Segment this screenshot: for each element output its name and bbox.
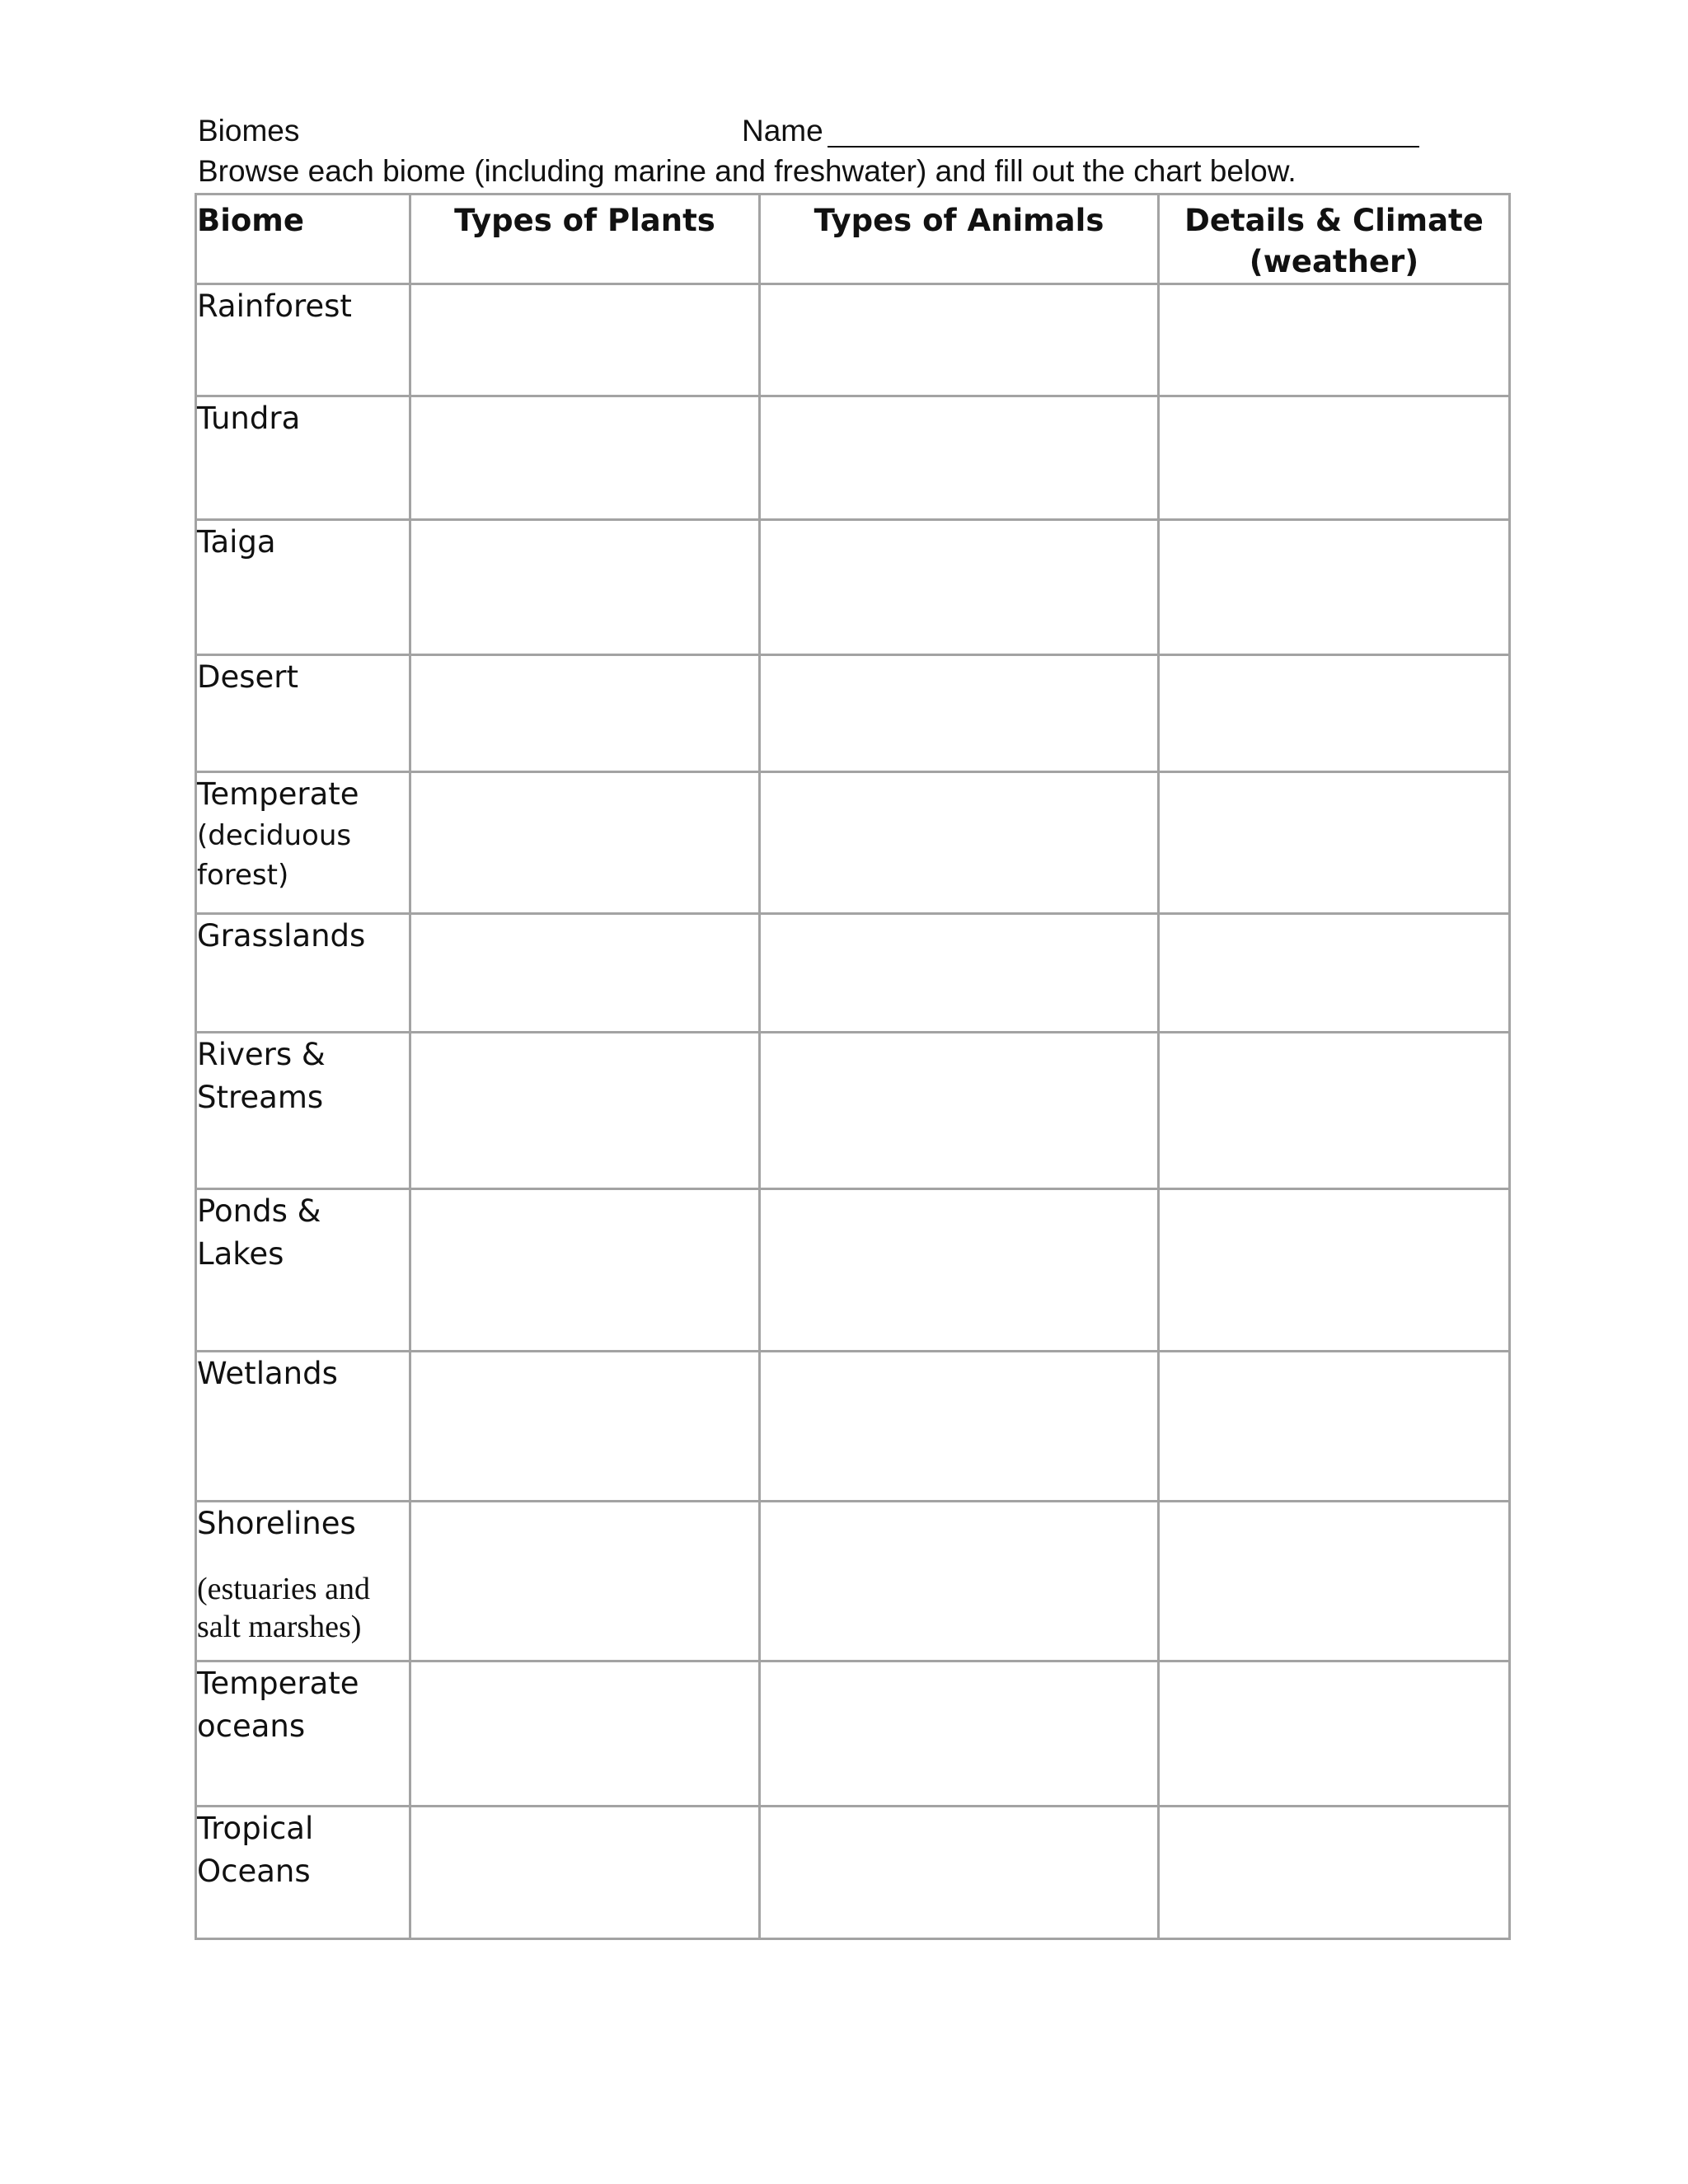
cell-plants[interactable] <box>410 396 760 520</box>
cell-climate[interactable] <box>1159 914 1510 1033</box>
cell-climate[interactable] <box>1159 1033 1510 1189</box>
cell-climate[interactable] <box>1159 1807 1510 1939</box>
table-row <box>196 1502 1510 1661</box>
name-label: Name <box>742 114 823 148</box>
biome-note: (estuaries and salt marshes) <box>197 1572 370 1644</box>
cell-animals[interactable] <box>760 1352 1159 1502</box>
row-label-grasslands <box>196 914 410 1033</box>
cell-climate[interactable] <box>1159 284 1510 396</box>
row-label-temperate <box>196 772 410 914</box>
biome-name: Wetlands <box>197 1356 338 1391</box>
row-label-tropical-oceans <box>196 1807 410 1939</box>
table-row <box>196 1807 1510 1939</box>
row-label-tundra <box>196 396 410 520</box>
cell-plants[interactable] <box>410 520 760 655</box>
cell-animals[interactable] <box>760 655 1159 772</box>
biome-name: Rainforest <box>197 288 352 324</box>
table-row <box>196 1661 1510 1807</box>
cell-animals[interactable] <box>760 1033 1159 1189</box>
table-row <box>196 772 1510 914</box>
biome-name: Grasslands <box>197 918 366 954</box>
cell-animals[interactable] <box>760 396 1159 520</box>
cell-animals[interactable] <box>760 520 1159 655</box>
col-header-plants: Types of Plants <box>410 194 760 284</box>
row-label-wetlands <box>196 1352 410 1502</box>
header-row <box>196 194 1510 284</box>
row-label-rainforest <box>196 284 410 396</box>
table-row <box>196 520 1510 655</box>
row-label-taiga <box>196 520 410 655</box>
biome-name: Taiga <box>197 524 276 560</box>
cell-plants[interactable] <box>410 1352 760 1502</box>
table-row <box>196 1352 1510 1502</box>
col-header-climate: Details & Climate (weather) <box>1159 194 1510 284</box>
cell-climate[interactable] <box>1159 1352 1510 1502</box>
cell-animals[interactable] <box>760 284 1159 396</box>
biome-chart <box>195 193 1511 1940</box>
col-header-biome: Biome <box>196 194 410 284</box>
cell-animals[interactable] <box>760 1807 1159 1939</box>
col-header-animals: Types of Animals <box>760 194 1159 284</box>
row-label-desert <box>196 655 410 772</box>
cell-animals[interactable] <box>760 1189 1159 1352</box>
cell-climate[interactable] <box>1159 1661 1510 1807</box>
cell-plants[interactable] <box>410 1661 760 1807</box>
cell-plants[interactable] <box>410 655 760 772</box>
cell-climate[interactable] <box>1159 520 1510 655</box>
cell-plants[interactable] <box>410 1502 760 1661</box>
cell-climate[interactable] <box>1159 1189 1510 1352</box>
biome-note: (deciduous forest) <box>197 819 352 892</box>
cell-animals[interactable] <box>760 1502 1159 1661</box>
cell-plants[interactable] <box>410 1807 760 1939</box>
worksheet-title: Biomes <box>198 114 300 148</box>
biome-name: Tropical Oceans <box>197 1811 314 1889</box>
biome-name: Tundra <box>197 401 301 436</box>
cell-animals[interactable] <box>760 914 1159 1033</box>
biome-name: Temperate oceans <box>197 1666 359 1744</box>
cell-animals[interactable] <box>760 772 1159 914</box>
cell-climate[interactable] <box>1159 1502 1510 1661</box>
row-label-rivers-streams <box>196 1033 410 1189</box>
table-row <box>196 655 1510 772</box>
biome-name: Rivers & Streams <box>197 1037 326 1115</box>
instructions: Browse each biome (including marine and freshwater) and fill out the chart below. <box>198 154 1296 188</box>
biome-name: Ponds & Lakes <box>197 1193 321 1272</box>
cell-animals[interactable] <box>760 1661 1159 1807</box>
cell-plants[interactable] <box>410 1033 760 1189</box>
biome-name: Desert <box>197 659 299 695</box>
cell-plants[interactable] <box>410 772 760 914</box>
cell-climate[interactable] <box>1159 396 1510 520</box>
row-label-temperate-oceans <box>196 1661 410 1807</box>
table-row <box>196 1189 1510 1352</box>
cell-plants[interactable] <box>410 284 760 396</box>
table-row <box>196 1033 1510 1189</box>
biome-name: Shorelines <box>197 1506 356 1541</box>
name-blank-line[interactable] <box>828 146 1419 148</box>
cell-plants[interactable] <box>410 914 760 1033</box>
cell-climate[interactable] <box>1159 655 1510 772</box>
biome-name: Temperate <box>197 776 359 812</box>
row-label-shorelines <box>196 1502 410 1661</box>
cell-plants[interactable] <box>410 1189 760 1352</box>
table-row <box>196 914 1510 1033</box>
row-label-ponds-lakes <box>196 1189 410 1352</box>
table-row <box>196 396 1510 520</box>
table-row <box>196 284 1510 396</box>
cell-climate[interactable] <box>1159 772 1510 914</box>
